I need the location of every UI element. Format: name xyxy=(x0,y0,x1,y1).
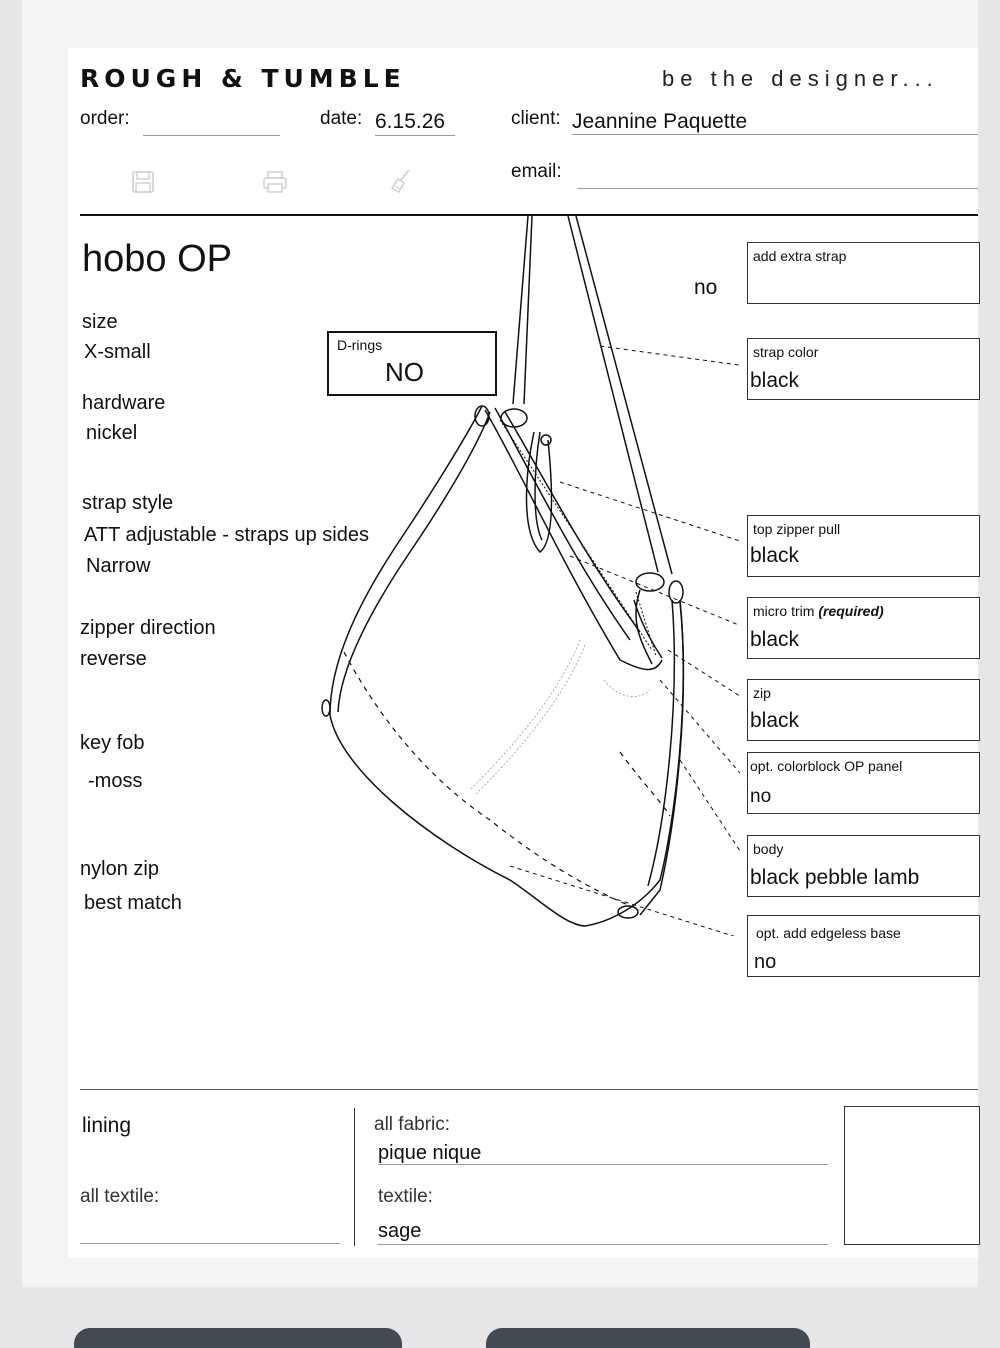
tagline: be the designer... xyxy=(662,66,939,91)
strap-style-value[interactable]: ATT adjustable - straps up sides xyxy=(84,524,369,546)
body-value: black pebble lamb xyxy=(750,866,920,889)
strap-color-box[interactable] xyxy=(747,338,980,400)
order-label: order: xyxy=(80,108,130,129)
strap-color-label: strap color xyxy=(753,344,819,360)
strap-color-value: black xyxy=(750,369,800,392)
key-fob-label: key fob xyxy=(80,732,145,754)
print-icon[interactable] xyxy=(262,170,288,194)
date-label: date: xyxy=(320,108,363,129)
colorblock-label: opt. colorblock OP panel xyxy=(750,758,903,774)
zip-box[interactable] xyxy=(747,679,980,741)
edgeless-base-label: opt. add edgeless base xyxy=(756,925,901,941)
extra-strap-box[interactable] xyxy=(747,242,980,304)
extra-strap-answer[interactable]: no xyxy=(694,276,718,299)
client-field[interactable]: Jeannine Paquette xyxy=(572,110,978,135)
micro-trim-required: (required) xyxy=(818,603,884,619)
zipper-direction-value[interactable]: reverse xyxy=(80,648,147,670)
date-field[interactable]: 6.15.26 xyxy=(375,110,455,136)
hardware-value[interactable]: nickel xyxy=(86,422,138,444)
product-title: hobo OP xyxy=(82,238,232,280)
d-rings-value: NO xyxy=(385,357,424,387)
nylon-zip-label: nylon zip xyxy=(80,858,159,880)
all-textile-label: all textile: xyxy=(80,1186,160,1207)
top-zipper-pull-value: black xyxy=(750,544,800,567)
textile-label: textile: xyxy=(378,1186,433,1207)
body-box[interactable] xyxy=(747,835,980,897)
colorblock-value: no xyxy=(750,786,772,807)
hardware-label: hardware xyxy=(82,392,166,414)
size-label: size xyxy=(82,311,118,333)
order-field[interactable] xyxy=(143,108,280,136)
strap-width-value[interactable]: Narrow xyxy=(86,555,151,577)
all-fabric-label: all fabric: xyxy=(374,1114,451,1135)
email-label: email: xyxy=(511,161,562,182)
top-zipper-pull-label: top zipper pull xyxy=(753,521,841,537)
client-label: client: xyxy=(511,108,561,129)
nylon-zip-value[interactable]: best match xyxy=(84,892,182,914)
swatch-box[interactable] xyxy=(844,1106,980,1245)
zip-value: black xyxy=(750,709,800,732)
bottom-tab-right[interactable] xyxy=(486,1328,810,1348)
edgeless-base-box[interactable] xyxy=(747,915,980,977)
d-rings-label: D-rings xyxy=(337,337,383,353)
micro-trim-label-row xyxy=(753,603,884,619)
all-textile-field[interactable] xyxy=(80,1215,340,1244)
strap-style-label: strap style xyxy=(82,492,174,514)
brand-logo: ROUGH & TUMBLE xyxy=(80,64,406,93)
clear-brush-icon[interactable] xyxy=(389,168,413,194)
zipper-direction-label: zipper direction xyxy=(80,617,216,639)
save-icon[interactable] xyxy=(131,170,155,194)
micro-trim-box[interactable] xyxy=(747,597,980,659)
lining-divider xyxy=(80,1089,978,1090)
d-rings-box[interactable] xyxy=(327,331,497,396)
key-fob-value[interactable]: -moss xyxy=(88,770,143,792)
bag-illustration xyxy=(300,216,740,936)
extra-strap-label: add extra strap xyxy=(753,248,847,264)
top-zipper-pull-box[interactable] xyxy=(747,515,980,577)
size-value[interactable]: X-small xyxy=(84,341,151,363)
lining-column-divider xyxy=(354,1108,355,1246)
body-label: body xyxy=(753,841,784,857)
all-fabric-field[interactable]: pique nique xyxy=(378,1142,828,1165)
edgeless-base-value: no xyxy=(754,951,777,973)
textile-field[interactable]: sage xyxy=(378,1220,828,1245)
zip-label: zip xyxy=(753,685,771,701)
bottom-tab-left[interactable] xyxy=(74,1328,402,1348)
micro-trim-label: micro trim xyxy=(753,603,815,619)
micro-trim-value: black xyxy=(750,628,800,651)
colorblock-box[interactable] xyxy=(747,752,980,814)
lining-label: lining xyxy=(82,1114,132,1137)
email-field[interactable] xyxy=(578,160,978,189)
